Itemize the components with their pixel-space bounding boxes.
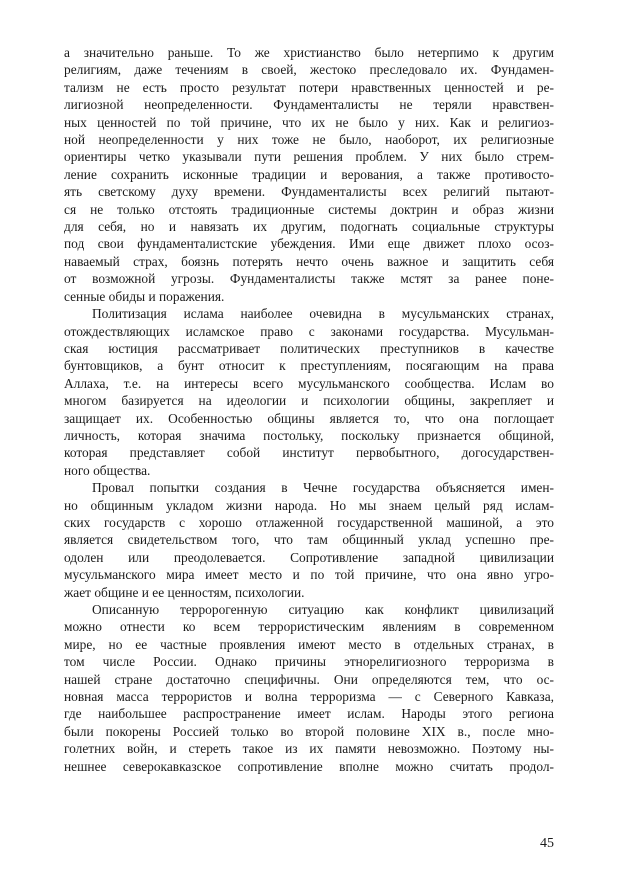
text-line: одолен или преодолевается. Сопротивление западной цивилизации <box>64 549 554 565</box>
text-line: голетних войн, и стереть такое из их памяти невозможно. Поэтому ны- <box>64 741 554 757</box>
text-line: Провал попытки создания в Чечне государства объясняется имен- <box>92 480 554 496</box>
text-line: можно отнести ко всем террористическим явлениям в современном <box>64 619 554 635</box>
text-line: нашей стране достаточно специфичны. Они определяются тем, что ос- <box>64 671 554 687</box>
page-number: 45 <box>540 836 554 851</box>
text-line: ся не только отстоять традиционные системы доктрин и образ жизни <box>64 201 554 217</box>
text-line: а значительно раньше. То же христианство было нетерпимо к другим <box>64 45 554 60</box>
text-line: Описанную терророгенную ситуацию как конфликт цивилизаций <box>92 602 554 617</box>
text-line: для себя, но и навязать их другим, подогнать социальные структуры <box>64 219 554 235</box>
text-line: ская юстиция рассматривает политических преступников в качестве <box>64 340 554 356</box>
text-line: защищает их. Особенностью общины является то, что она поглощает <box>64 410 554 426</box>
text-line: где наибольшее распространение имеет ислам. Народы этого региона <box>64 706 554 722</box>
text-line: мире, но ее частные проявления имеют место в отдельных странах, в <box>64 636 554 652</box>
text-line: новная масса террористов и волна терроризма — с Северного Кавказа, <box>64 689 554 705</box>
text-line: лигиозной неопределенности. Фундаменталисты не теряли нравствен- <box>64 97 554 113</box>
body-text <box>64 44 554 775</box>
text-line: жает общине и ее ценностям, психологии. <box>64 584 305 600</box>
text-line: которая представляет собой институт первобытного, догосударствен- <box>64 445 554 461</box>
text-line: Политизация ислама наиболее очевидна в мусульманских странах, <box>92 306 554 322</box>
text-line: но общинным укладом жизни народа. Но мы знаем целый ряд ислам- <box>64 497 554 513</box>
text-line: под свои фундаменталистские убеждения. Ими еще движет плохо осоз- <box>64 236 554 252</box>
text-line: бунтовщиков, а бунт относит к преступлениям, посягающим на права <box>64 358 554 374</box>
paragraph <box>64 601 554 775</box>
text-line: тализм не есть просто результат потери нравственных ценностей и ре- <box>64 79 554 95</box>
text-line: ять светскому духу времени. Фундаменталисты всех религий пытают- <box>64 184 554 200</box>
text-line: ных ценностей по той причине, что их не было у них. Как и религиоз- <box>64 114 554 130</box>
text-line: наваемый страх, боязнь потерять нечто очень важное и защитить себя <box>64 253 554 269</box>
text-line: ских государств с хорошо отлаженной государственной машиной, а это <box>64 514 554 530</box>
text-line: были покорены Россией только во второй половине XIX в., после мно- <box>64 723 554 739</box>
text-line: ление сохранить исконные традиции и верования, а также противосто- <box>64 166 554 182</box>
paragraph <box>64 305 554 479</box>
text-line: ориентиры четко указывали пути решения проблем. У них было стрем- <box>64 149 554 165</box>
text-line: мусульманского мира имеет место и по той причине, что она явно угро- <box>64 567 554 583</box>
text-line: Аллаха, т.е. на интересы всего мусульманского сообщества. Ислам во <box>64 375 554 391</box>
text-line: от возможной угрозы. Фундаменталисты также мстят за ранее поне- <box>64 271 554 287</box>
paragraph <box>64 479 554 601</box>
text-line: ной неопределенности у них тоже не было, наоборот, их религиозные <box>64 132 554 148</box>
text-line: отождествляющих исламское право с законами государства. Мусульман- <box>64 323 554 339</box>
paragraph <box>64 44 554 305</box>
text-line: том числе России. Однако причины этнорелигиозного терроризма в <box>64 654 554 670</box>
text-line: личность, которая значима постольку, поскольку признается общиной, <box>64 427 554 443</box>
text-line: многом базируется на идеологии и психологии общины, закрепляет и <box>64 393 554 409</box>
text-line: сенные обиды и поражения. <box>64 288 225 304</box>
text-line: религиям, даже течениям в своей, жестоко преследовало их. Фундамен- <box>64 62 554 78</box>
text-line: является свидетельством того, что там общинный уклад успешно пре- <box>64 532 554 548</box>
text-line: ного общества. <box>64 462 151 478</box>
text-line: нешнее северокавказское сопротивление вполне можно считать продол- <box>64 758 554 774</box>
